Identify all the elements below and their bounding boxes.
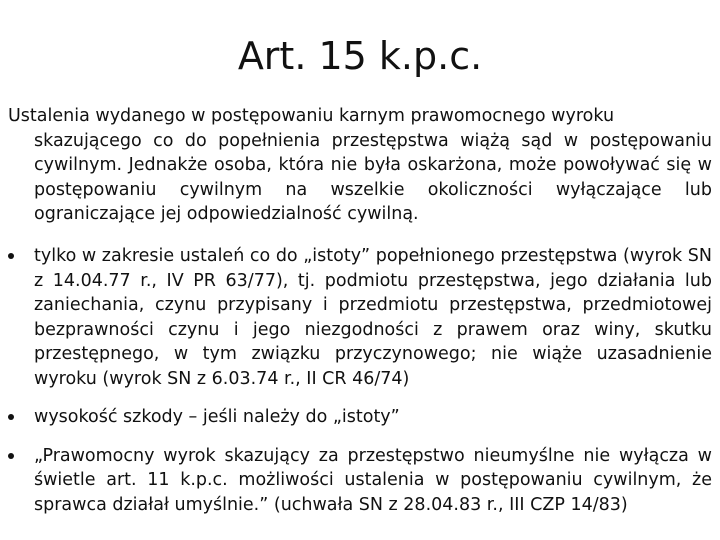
intro-first-line: Ustalenia wydanego w postępowaniu karnym prawomocnego wyroku: [8, 106, 615, 126]
intro-paragraph: [8, 104, 712, 227]
bullet-list: [8, 244, 712, 517]
intro-continuation: skazującego co do popełnienia przestępstwa wiążą sąd w postępowaniu cywilnym. Jednakże osoba, która nie była oskarżona, może powoływać się w postępowaniu cywilnym na wszelkie okoliczności wyłączające lub ograniczające jej odpowiedzialność cywilną.: [34, 130, 712, 224]
bullet-dot-icon: [8, 253, 14, 259]
bullet-text: tylko w zakresie ustaleń co do „istoty” popełnionego przestępstwa (wyrok SN z 14.04.77 r., IV PR 63/77), tj. podmiotu przestępstwa, jego działania lub zaniechania, czynu przypisany i przedmiotu przestępstwa, przedmiotowej bezprawności czynu i jego niezgodności z prawem oraz winy, skutku przestępnego, w tym związku przyczynowego; nie wiąże uzasadnienie wyroku (wyrok SN z 6.03.74 r., II CR 46/74): [34, 246, 712, 389]
bullet-item: [8, 405, 712, 430]
bullet-dot-icon: [8, 453, 14, 459]
bullet-dot-icon: [8, 414, 14, 420]
bullet-text: wysokość szkody – jeśli należy do „istoty”: [34, 407, 400, 427]
bullet-text: „Prawomocny wyrok skazujący za przestępstwo nieumyślne nie wyłącza w świetle art. 11 k.p.c. możliwości ustalenia w postępowaniu cywilnym, że sprawca działał umyślnie.” (uchwała SN z 28.04.83 r., III CZP 14/83): [34, 445, 712, 515]
slide-title: Art. 15 k.p.c.: [237, 34, 483, 78]
bullet-item: [8, 444, 712, 518]
bullet-item: [8, 244, 712, 391]
